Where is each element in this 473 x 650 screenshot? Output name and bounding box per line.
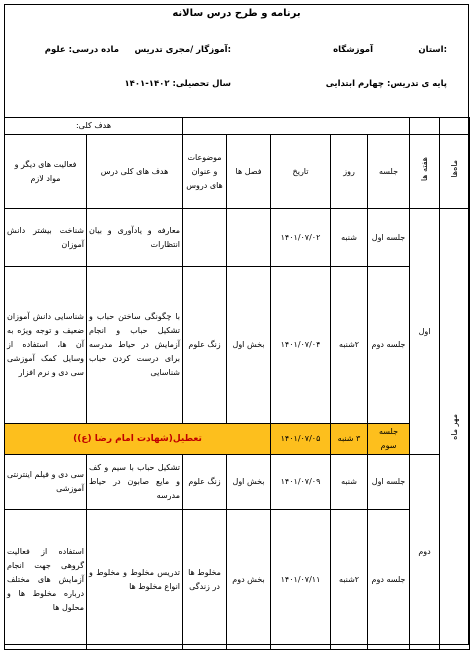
date-cell: ۱۴۰۱/۰۷/۰۹ xyxy=(271,455,331,510)
col-activities: فعالیت های دیگر و مواد لازم xyxy=(5,135,87,209)
grade-label: پایه ی تدریس: چهارم ابتدایی xyxy=(325,79,447,89)
session-cell: جلسه دوم xyxy=(368,510,410,650)
col-date: تاریخ xyxy=(271,135,331,209)
topic-cell: زنگ علوم xyxy=(183,267,227,424)
page-title: برنامه و طرح درس سالانه xyxy=(172,8,301,19)
holiday-cell: تعطیل(شهادت امام رضا (ع)) xyxy=(5,424,271,455)
col-chapter: فصل ها xyxy=(227,135,271,209)
topic-cell: مخلوط ها در زندگی xyxy=(183,510,227,650)
date-cell: ۱۴۰۱/۰۷/۰۲ xyxy=(271,209,331,267)
session-cell: جلسه دوم xyxy=(368,267,410,424)
activity-cell: استفاده از فعالیت گروهی جهت انجام آزمایش های مختلف درباره مخلوط ها و محلول ها xyxy=(5,510,87,650)
activity-cell: سی دی و فیلم اینترنتی آموزشی xyxy=(5,455,87,510)
goal-cell: معارفه و یادآوری و بیان انتظارات xyxy=(87,209,183,267)
week-cell: اول xyxy=(410,209,440,455)
day-cell: ۳ شنبه xyxy=(331,424,368,455)
chapter-cell: بخش اول xyxy=(227,267,271,424)
province-label: استان: xyxy=(418,45,447,55)
session-cell: جلسه اول xyxy=(368,209,410,267)
date-cell: ۱۴۰۱/۰۷/۱۱ xyxy=(271,510,331,650)
session-cell: جلسه اول xyxy=(368,455,410,510)
col-session: جلسه xyxy=(368,135,410,209)
session-cell: جلسه سوم xyxy=(368,424,410,455)
goal-cell: تشکیل حباب با سیم و کف و مایع صابون در حیاط مدرسه xyxy=(87,455,183,510)
lesson-plan-table xyxy=(4,117,470,650)
col-goals: هدف های کلی درس xyxy=(87,135,183,209)
goal-cell: تدریس مخلوط و مخلوط و انواع مخلوط ها xyxy=(87,510,183,650)
col-week: هفته ها xyxy=(410,135,440,209)
week-header-top xyxy=(410,118,440,135)
chapter-cell: بخش دوم xyxy=(227,510,271,650)
date-cell: ۱۴۰۱/۰۷/۰۵ xyxy=(271,424,331,455)
blank-top xyxy=(183,118,410,135)
chapter-cell xyxy=(227,209,271,267)
day-cell: شنبه xyxy=(331,209,368,267)
month-cell: مهر ماه xyxy=(440,209,470,650)
month-header-top xyxy=(440,118,470,135)
goal-label: هدف کلی: xyxy=(5,118,183,135)
activity-cell: شناسایی دانش آموزان ضعیف و توجه ویژه به آن ها، استفاده از وسایل کمک آموزشی سی دی و نرم افزار xyxy=(5,267,87,424)
date-cell: ۱۴۰۱/۰۷/۰۴ xyxy=(271,267,331,424)
goal-cell: با چگونگی ساختن حباب و تشکیل حباب و انجام آزمایش در حیاط مدرسه برای درست کردن حباب شناسایی xyxy=(87,267,183,424)
col-month: ماه‌ها xyxy=(440,135,470,209)
col-topics: موضوعات و عنوان های دروس xyxy=(183,135,227,209)
activity-cell: شناخت بیشتر دانش آموزان xyxy=(5,209,87,267)
teacher-label: آموزگار /مجری تدریس: xyxy=(134,45,231,55)
year-label: سال تحصیلی: ۱۴۰۲-۱۴۰۱ xyxy=(124,79,231,89)
topic-cell: زنگ علوم xyxy=(183,455,227,510)
week-cell: دوم xyxy=(410,455,440,650)
day-cell: ۲شنبه xyxy=(331,510,368,650)
day-cell: شنبه xyxy=(331,455,368,510)
school-label: آموزشگاه xyxy=(333,45,373,55)
col-day: روز xyxy=(331,135,368,209)
topic-cell xyxy=(183,209,227,267)
subject-label: ماده درسی: علوم xyxy=(44,45,119,55)
day-cell: ۲شنبه xyxy=(331,267,368,424)
chapter-cell: بخش اول xyxy=(227,455,271,510)
